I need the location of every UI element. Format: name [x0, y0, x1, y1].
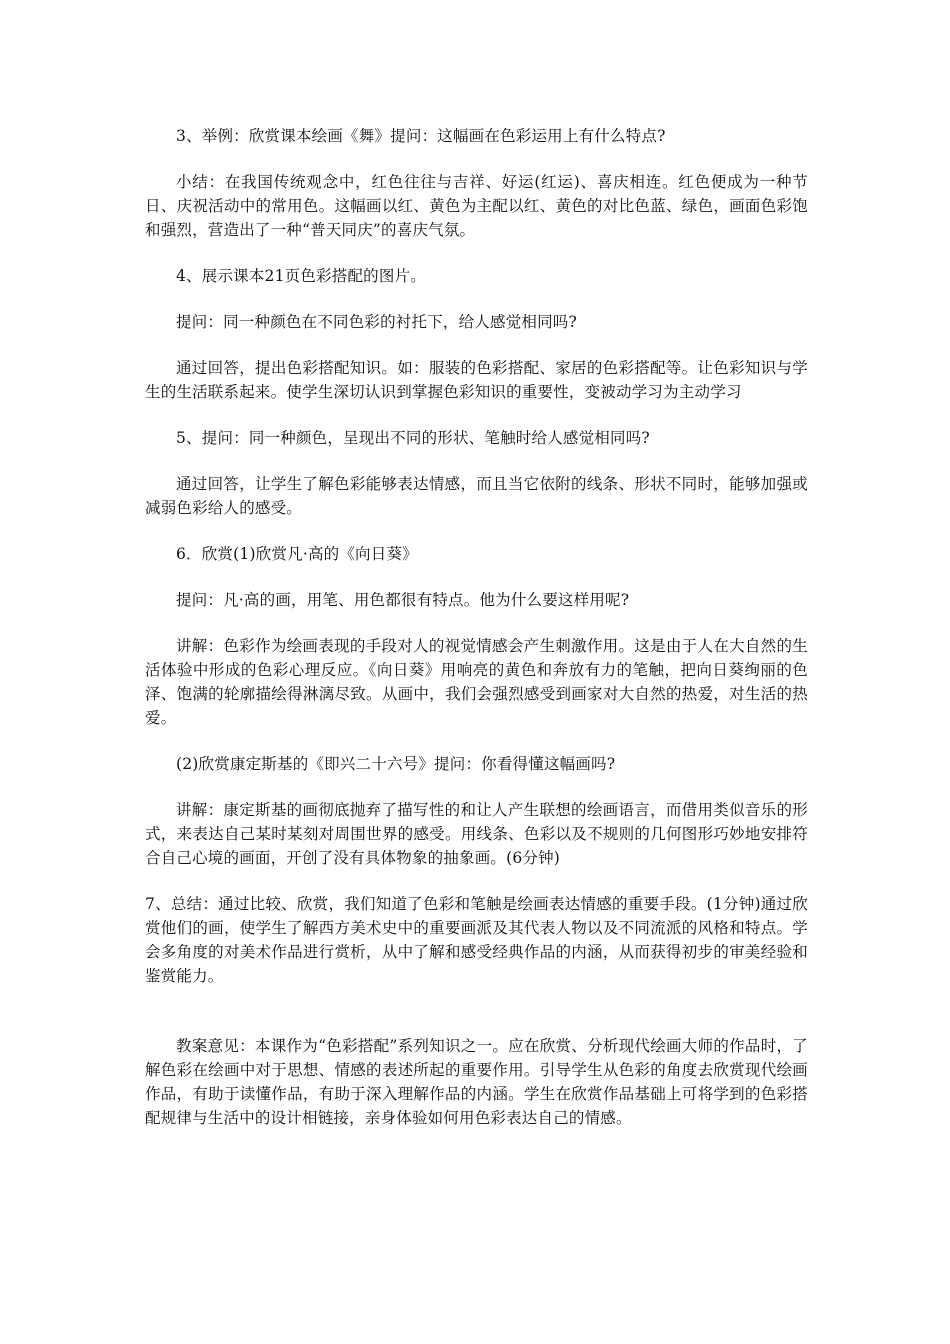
- document-page: [145, 124, 808, 1152]
- paragraph-question-shape-stroke: 5、提问：同一种颜色，呈现出不同的形状、笔触时给人感觉相同吗?: [176, 429, 650, 447]
- blank-line: [145, 1010, 808, 1034]
- paragraph-question-van-gogh: 提问：凡·高的画，用笔、用色都很有特点。他为什么要这样用呢?: [176, 591, 630, 609]
- paragraph-example-dance: 3、举例：欣赏课本绘画《舞》提问：这幅画在色彩运用上有什么特点?: [176, 127, 666, 145]
- paragraph-teaching-comments: 教案意见：本课作为“色彩搭配”系列知识之一。应在欣赏、分析现代绘画大师的作品时，了解色彩在绘画中对于思想、情感的表述所起的重要作用。引导学生从色彩的角度去欣赏现代绘画作品，有助于读懂作品，有助于深入理解作品的内涵。学生在欣赏作品基础上可将学到的色彩搭配规律与生活中的设计相链接，亲身体验如何用色彩表达自己的情感。: [145, 1037, 808, 1127]
- paragraph-explain-kandinsky: 讲解：康定斯基的画彻底抛弃了描写性的和让人产生联想的绘画语言，而借用类似音乐的形式，来表达自己某时某刻对周围世界的感受。用线条、色彩以及不规则的几何图形巧妙地安排符合自己心境的画面，开创了没有具体物象的抽象画。(6分钟): [145, 801, 808, 867]
- paragraph-appreciate-sunflowers: 6．欣赏(1)欣赏凡·高的《向日葵》: [176, 545, 418, 563]
- paragraph-summary-red: 小结：在我国传统观念中，红色往往与吉祥、好运(红运)、喜庆相连。红色便成为一种节日、庆祝活动中的常用色。这幅画以红、黄色为主配以红、黄色的对比色蓝、绿色，画面色彩饱和强烈，营造出了一种“普天同庆”的喜庆气氛。: [145, 173, 808, 239]
- paragraph-show-pictures: 4、展示课本21页色彩搭配的图片。: [176, 267, 426, 285]
- paragraph-question-same-color: 提问：同一种颜色在不同色彩的衬托下，给人感觉相同吗?: [176, 313, 578, 331]
- paragraph-conclusion: 7、总结：通过比较、欣赏，我们知道了色彩和笔触是绘画表达情感的重要手段。(1分钟)通过欣赏他们的画，使学生了解西方美术史中的重要画派及其代表人物以及不同流派的风格和特点。学会多角度的对美术作品进行赏析，从中了解和感受经典作品的内涵，从而获得初步的审美经验和鉴赏能力。: [145, 895, 808, 985]
- paragraph-color-matching-knowledge: 通过回答，提出色彩搭配知识。如：服装的色彩搭配、家居的色彩搭配等。让色彩知识与学生的生活联系起来。使学生深切认识到掌握色彩知识的重要性，变被动学习为主动学习: [145, 359, 808, 401]
- paragraph-appreciate-kandinsky: (2)欣赏康定斯基的《即兴二十六号》提问：你看得懂这幅画吗?: [176, 755, 616, 773]
- paragraph-color-emotion: 通过回答，让学生了解色彩能够表达情感，而且当它依附的线条、形状不同时，能够加强或减弱色彩给人的感受。: [145, 475, 808, 517]
- paragraph-explain-sunflowers: 讲解：色彩作为绘画表现的手段对人的视觉情感会产生刺激作用。这是由于人在大自然的生活体验中形成的色彩心理反应。《向日葵》用响亮的黄色和奔放有力的笔触，把向日葵绚丽的色泽、饱满的轮廓描绘得淋漓尽致。从画中，我们会强烈感受到画家对大自然的热爱，对生活的热爱。: [145, 637, 808, 727]
